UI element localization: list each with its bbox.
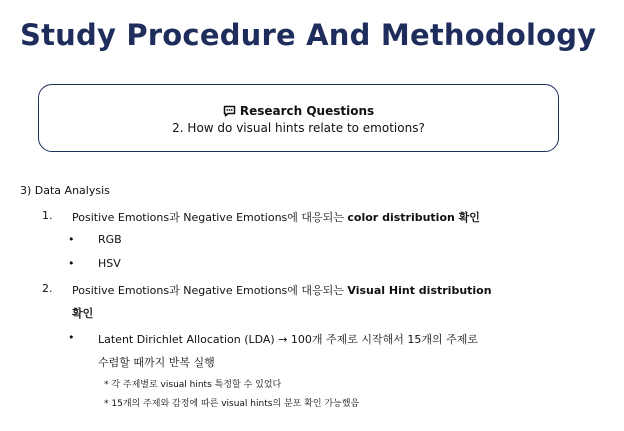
item-2-text-bold: Visual Hint distribution — [347, 284, 492, 297]
bullet-marker: • — [68, 331, 75, 344]
item-1-text-bold: color distribution 확인 — [347, 211, 480, 224]
list-item-rgb: RGB — [98, 233, 122, 246]
message-icon — [223, 105, 236, 120]
bullet-marker: • — [68, 257, 75, 270]
item-2-text — [72, 282, 492, 298]
item-2-number: 2. — [42, 282, 53, 295]
item-2-text-bold-line2: 확인 — [72, 307, 94, 320]
research-questions-heading — [39, 104, 558, 120]
list-item-lda: Latent Dirichlet Allocation (LDA) → 100개 주제로 시작해서 15개의 주제로 — [98, 333, 479, 346]
item-1-text — [72, 209, 480, 225]
item-1-number: 1. — [42, 209, 53, 222]
note-distribution: * 15개의 주제와 감정에 따른 visual hints의 분포 확인 가능했음 — [104, 399, 360, 409]
list-item-hsv: HSV — [98, 257, 121, 270]
item-2-text-prefix: Positive Emotions과 Negative Emotions에 대응되는 — [72, 284, 348, 297]
page-title: Study Procedure And Methodology — [20, 18, 597, 52]
item-1-text-prefix: Positive Emotions과 Negative Emotions에 대응되는 — [72, 211, 348, 224]
bullet-marker: • — [68, 233, 75, 246]
research-questions-box — [38, 84, 559, 152]
research-questions-label: Research Questions — [239, 104, 375, 118]
item-2-text-continued — [72, 305, 93, 321]
research-question-text: 2. How do visual hints relate to emotions? — [172, 121, 425, 135]
note-topics: * 각 주제별로 visual hints 특정할 수 있었다 — [104, 380, 282, 390]
list-item-lda-continued: 수렴할 때까지 반복 실행 — [98, 356, 215, 369]
data-analysis-heading: 3) Data Analysis — [20, 184, 110, 197]
